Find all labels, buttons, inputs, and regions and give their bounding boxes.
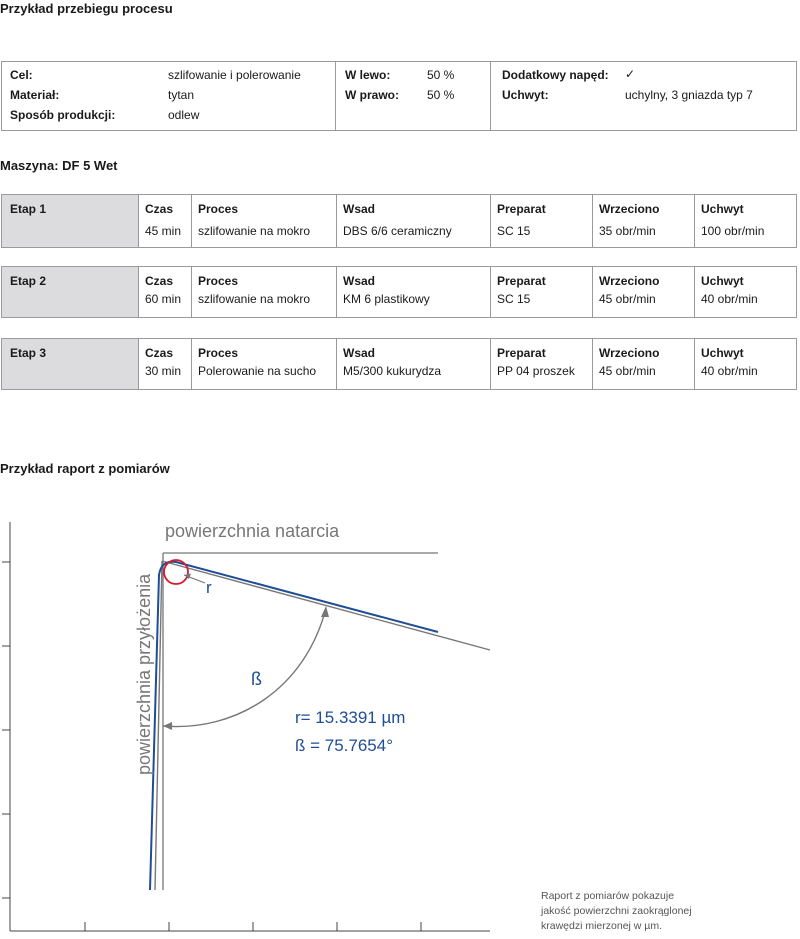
- time-value: 30 min: [145, 364, 182, 378]
- spindle-label: Wrzeciono: [599, 274, 660, 288]
- flank-face-label: powierzchnia przyłożenia: [134, 573, 154, 775]
- caption-line: Raport z pomiarów pokazuje: [541, 890, 675, 902]
- report-title: Przykład raport z pomiarów: [0, 461, 170, 476]
- load-value: M5/300 kukurydza: [343, 364, 442, 378]
- process-value: Polerowanie na sucho: [198, 364, 317, 378]
- spindle-label: Wrzeciono: [599, 346, 660, 360]
- stage-row: [1, 266, 797, 318]
- stage-row: [1, 194, 797, 248]
- angle-symbol: ß: [251, 669, 262, 689]
- radius-circle: [164, 560, 188, 584]
- arrowhead-icon: [321, 606, 329, 617]
- holder-value: 40 obr/min: [701, 364, 758, 378]
- divider: [335, 62, 336, 130]
- goal-label: Cel:: [10, 68, 33, 82]
- load-label: Wsad: [343, 346, 376, 360]
- report-caption: [541, 889, 741, 934]
- prep-value: PP 04 proszek: [497, 364, 575, 378]
- time-value: 60 min: [145, 292, 182, 306]
- stage-label: Etap 3: [10, 346, 47, 360]
- holder-label: Uchwyt: [701, 202, 744, 216]
- holder-label: Uchwyt:: [502, 88, 549, 102]
- arrowhead-icon: [163, 722, 172, 730]
- material-value: tytan: [168, 88, 195, 102]
- process-value: szlifowanie na mokro: [198, 292, 311, 306]
- arrowhead-icon: [184, 574, 191, 580]
- stage-row: [1, 338, 797, 390]
- load-label: Wsad: [343, 202, 376, 216]
- process-label: Proces: [198, 202, 239, 216]
- caption-line: jakość powierzchni zaokrąglonej: [541, 905, 692, 917]
- spindle-value: 35 obr/min: [599, 224, 656, 238]
- edge-measurement-diagram: [0, 500, 800, 939]
- process-value: szlifowanie na mokro: [198, 224, 311, 238]
- material-label: Materiał:: [10, 88, 60, 102]
- load-value: DBS 6/6 ceramiczny: [343, 224, 452, 238]
- production-label: Sposób produkcji:: [10, 108, 116, 122]
- time-label: Czas: [145, 202, 174, 216]
- divider: [490, 62, 491, 130]
- stage-label: Etap 2: [10, 274, 47, 288]
- right-value: 50 %: [427, 88, 455, 102]
- reference-edge-line: [162, 561, 490, 650]
- prep-value: SC 15: [497, 292, 531, 306]
- stage-label: Etap 1: [10, 202, 47, 216]
- prep-label: Preparat: [497, 202, 546, 216]
- time-label: Czas: [145, 346, 174, 360]
- radius-symbol: r: [206, 578, 212, 597]
- load-label: Wsad: [343, 274, 376, 288]
- prep-value: SC 15: [497, 224, 531, 238]
- load-value: KM 6 plastikowy: [343, 292, 430, 306]
- spindle-value: 45 obr/min: [599, 292, 656, 306]
- holder-value: uchylny, 3 gniazda typ 7: [625, 88, 753, 102]
- goal-value: szlifowanie i polerowanie: [168, 68, 301, 82]
- right-label: W prawo:: [345, 88, 399, 102]
- angle-value: ß = 75.7654°: [295, 736, 394, 755]
- holder-value: 100 obr/min: [701, 224, 765, 238]
- checkmark-icon: ✓: [625, 67, 636, 81]
- time-value: 45 min: [145, 224, 182, 238]
- caption-line: krawędzi mierzonej w µm.: [541, 920, 662, 932]
- production-value: odlew: [168, 108, 200, 122]
- holder-label: Uchwyt: [701, 346, 744, 360]
- radius-value: r= 15.3391 µm: [295, 708, 406, 727]
- spindle-label: Wrzeciono: [599, 202, 660, 216]
- extra-drive-label: Dodatkowy napęd:: [502, 68, 609, 82]
- rake-face-label: powierzchnia natarcia: [165, 521, 340, 541]
- process-label: Proces: [198, 274, 239, 288]
- prep-label: Preparat: [497, 274, 546, 288]
- holder-value: 40 obr/min: [701, 292, 758, 306]
- process-info-box: [1, 61, 797, 131]
- section-title: Przykład przebiegu procesu: [0, 1, 173, 16]
- machine-title: Maszyna: DF 5 Wet: [0, 158, 118, 173]
- time-label: Czas: [145, 274, 174, 288]
- left-value: 50 %: [427, 68, 455, 82]
- holder-label: Uchwyt: [701, 274, 744, 288]
- left-label: W lewo:: [345, 68, 391, 82]
- prep-label: Preparat: [497, 346, 546, 360]
- spindle-value: 45 obr/min: [599, 364, 656, 378]
- process-label: Proces: [198, 346, 239, 360]
